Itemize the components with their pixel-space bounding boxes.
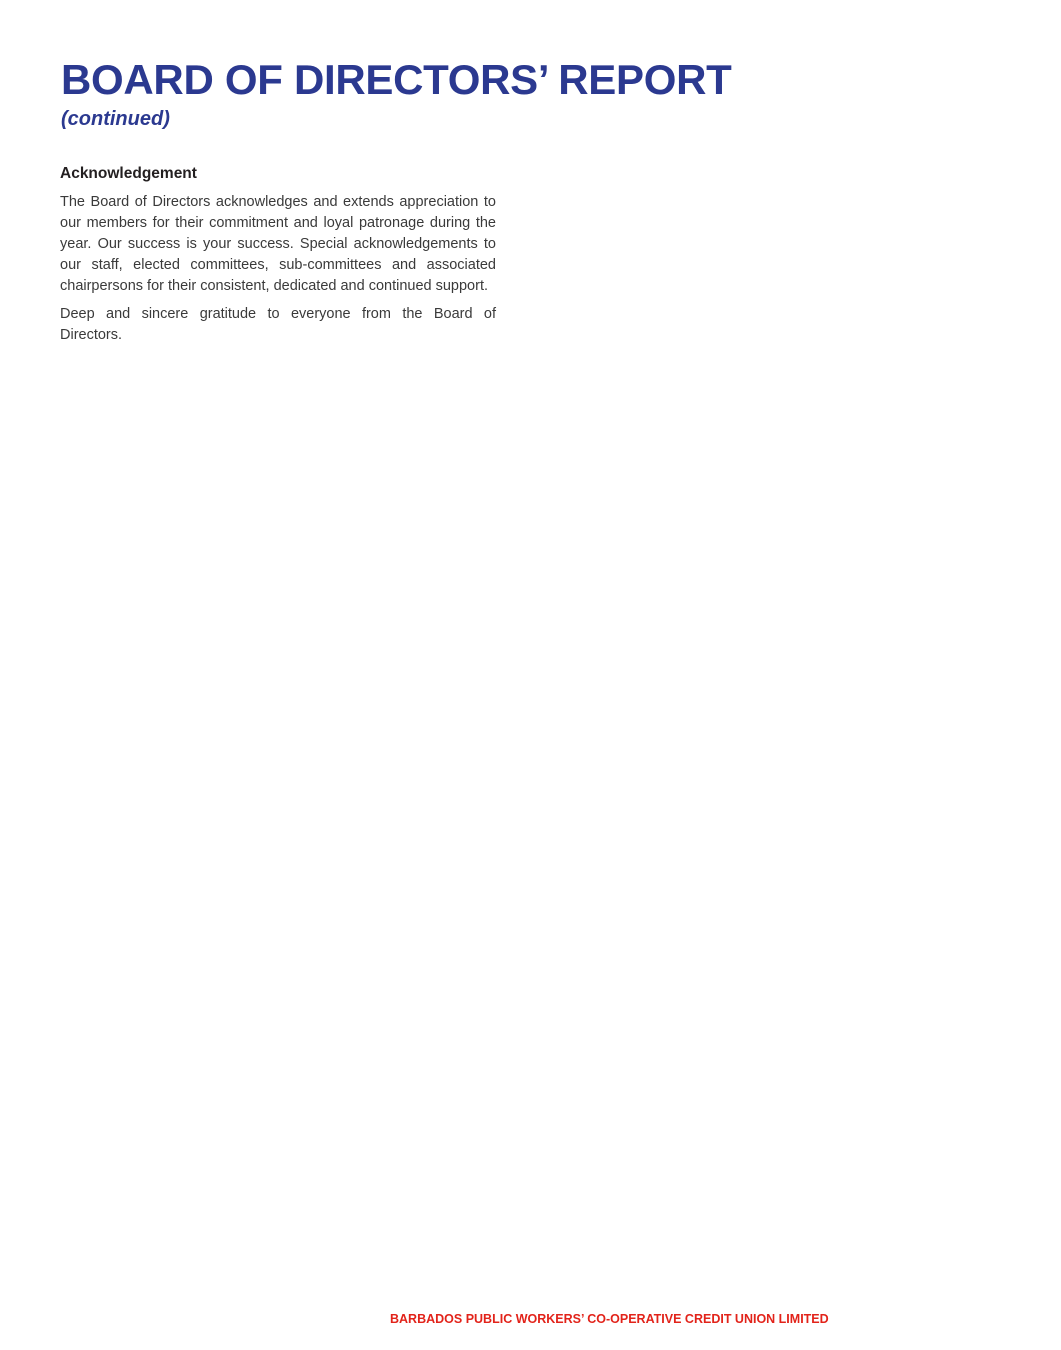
acknowledgement-section: [60, 164, 496, 353]
footer-organization-name: BARBADOS PUBLIC WORKERS’ CO-OPERATIVE CREDIT UNION LIMITED: [390, 1312, 829, 1326]
body-paragraph: The Board of Directors acknowledges and extends appreciation to our members for their commitment and loyal patronage during the year. Our success is your success. Special acknowledgements to our staff, elected committees, sub-committees and associated chairpersons for their consistent, dedicated and continued support.: [60, 194, 496, 294]
body-paragraph: Deep and sincere gratitude to everyone from the Board of Directors.: [60, 306, 496, 343]
page-title: BOARD OF DIRECTORS’ REPORT: [61, 56, 732, 103]
section-heading: Acknowledgement: [60, 165, 197, 182]
page-subtitle: (continued): [61, 108, 170, 130]
